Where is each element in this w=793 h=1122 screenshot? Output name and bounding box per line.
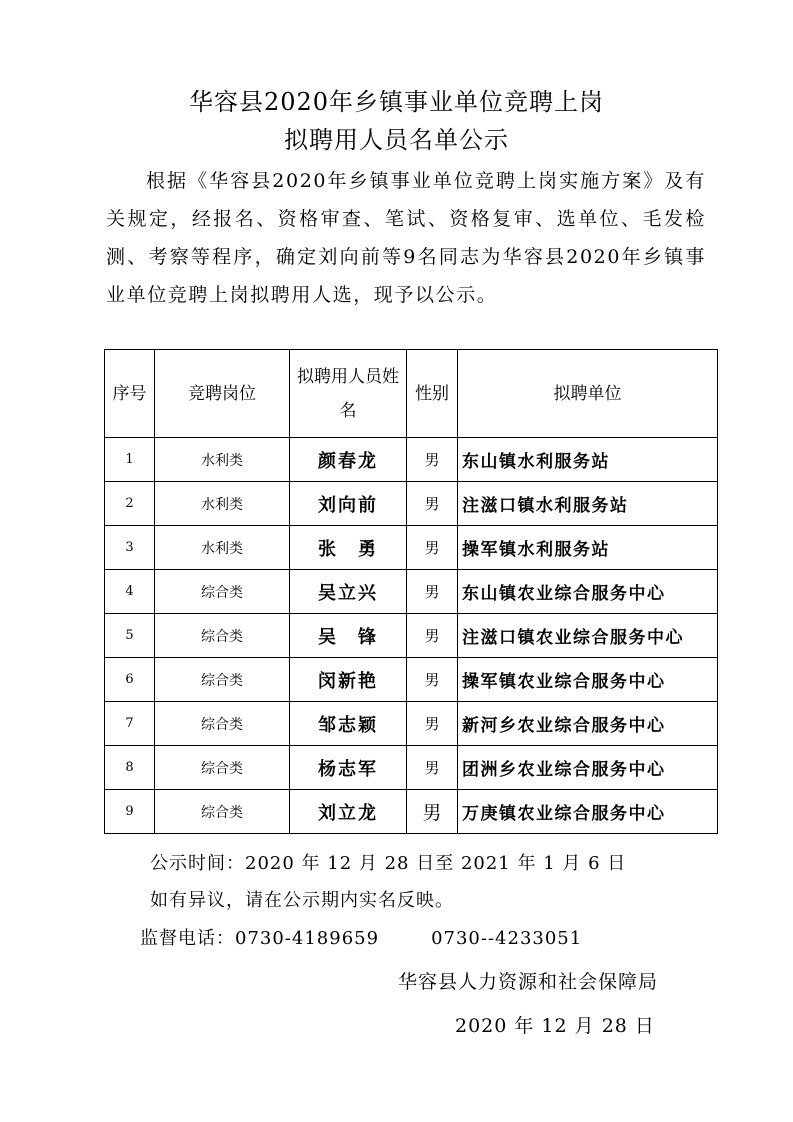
cell-post: 综合类 [155, 614, 290, 658]
cell-name: 吴立兴 [290, 570, 407, 614]
table-row [105, 746, 718, 790]
cell-no: 3 [105, 526, 155, 570]
cell-sex: 男 [407, 746, 458, 790]
cell-unit: 团洲乡农业综合服务中心 [458, 746, 718, 790]
table-row [105, 438, 718, 482]
cell-name: 闵新艳 [290, 658, 407, 702]
cell-post: 综合类 [155, 658, 290, 702]
cell-post: 综合类 [155, 790, 290, 834]
header-name: 拟聘用人员姓名 [290, 350, 407, 438]
cell-name: 刘向前 [290, 482, 407, 526]
cell-unit: 东山镇水利服务站 [458, 438, 718, 482]
cell-name: 颜春龙 [290, 438, 407, 482]
objection-note: 如有异议，请在公示期内实名反映。 [150, 890, 454, 911]
table-row [105, 482, 718, 526]
cell-post: 综合类 [155, 702, 290, 746]
cell-unit: 新河乡农业综合服务中心 [458, 702, 718, 746]
header-post: 竞聘岗位 [155, 350, 290, 438]
table-header-row [105, 350, 718, 438]
cell-unit: 注滋口镇农业综合服务中心 [458, 614, 718, 658]
cell-sex: 男 [407, 482, 458, 526]
cell-post: 水利类 [155, 526, 290, 570]
cell-sex: 男 [407, 658, 458, 702]
cell-sex: 男 [407, 526, 458, 570]
phone-label: 监督电话： [140, 928, 235, 949]
table-row [105, 702, 718, 746]
cell-name: 张 勇 [290, 526, 407, 570]
cell-unit: 万庚镇农业综合服务中心 [458, 790, 718, 834]
table-row [105, 658, 718, 702]
phone-number-2: 0730--4233051 [431, 928, 583, 949]
cell-name: 吴 锋 [290, 614, 407, 658]
cell-post: 水利类 [155, 438, 290, 482]
cell-name: 刘立龙 [290, 790, 407, 834]
cell-unit: 东山镇农业综合服务中心 [458, 570, 718, 614]
cell-no: 2 [105, 482, 155, 526]
cell-sex: 男 [407, 702, 458, 746]
document-title-line2: 拟聘用人员名单公示 [284, 126, 509, 154]
publicity-period: 公示时间：2020 年 12 月 28 日至 2021 年 1 月 6 日 [150, 853, 627, 874]
cell-no: 8 [105, 746, 155, 790]
cell-no: 5 [105, 614, 155, 658]
cell-unit: 操军镇水利服务站 [458, 526, 718, 570]
cell-no: 4 [105, 570, 155, 614]
table-row [105, 614, 718, 658]
cell-sex: 男 [407, 614, 458, 658]
header-sex: 性别 [407, 350, 458, 438]
issuing-organization: 华容县人力资源和社会保障局 [398, 971, 659, 993]
cell-sex: 男 [407, 790, 458, 834]
cell-post: 综合类 [155, 570, 290, 614]
cell-name: 杨志军 [290, 746, 407, 790]
cell-sex: 男 [407, 570, 458, 614]
cell-post: 水利类 [155, 482, 290, 526]
cell-no: 7 [105, 702, 155, 746]
document-title-line1: 华容县2020年乡镇事业单位竞聘上岗 [188, 88, 605, 116]
phone-number-1: 0730-4189659 [235, 928, 380, 949]
table-row [105, 570, 718, 614]
table-row [105, 790, 718, 834]
supervision-phone [140, 924, 582, 950]
table-row [105, 526, 718, 570]
cell-no: 9 [105, 790, 155, 834]
cell-post: 综合类 [155, 746, 290, 790]
candidate-table [104, 349, 718, 834]
issue-date: 2020 年 12 月 28 日 [455, 1015, 655, 1037]
cell-sex: 男 [407, 438, 458, 482]
cell-no: 1 [105, 438, 155, 482]
cell-unit: 操军镇农业综合服务中心 [458, 658, 718, 702]
header-no: 序号 [105, 350, 155, 438]
header-unit: 拟聘单位 [458, 350, 718, 438]
intro-paragraph: 根据《华容县2020年乡镇事业单位竞聘上岗实施方案》及有关规定，经报名、资格审查、笔试、资格复审、选单位、毛发检测、考察等程序，确定刘向前等9名同志为华容县2020年乡镇事业单位竞聘上岗拟聘用人选，现予以公示。 [106, 170, 706, 306]
cell-no: 6 [105, 658, 155, 702]
cell-unit: 注滋口镇水利服务站 [458, 482, 718, 526]
cell-name: 邹志颖 [290, 702, 407, 746]
